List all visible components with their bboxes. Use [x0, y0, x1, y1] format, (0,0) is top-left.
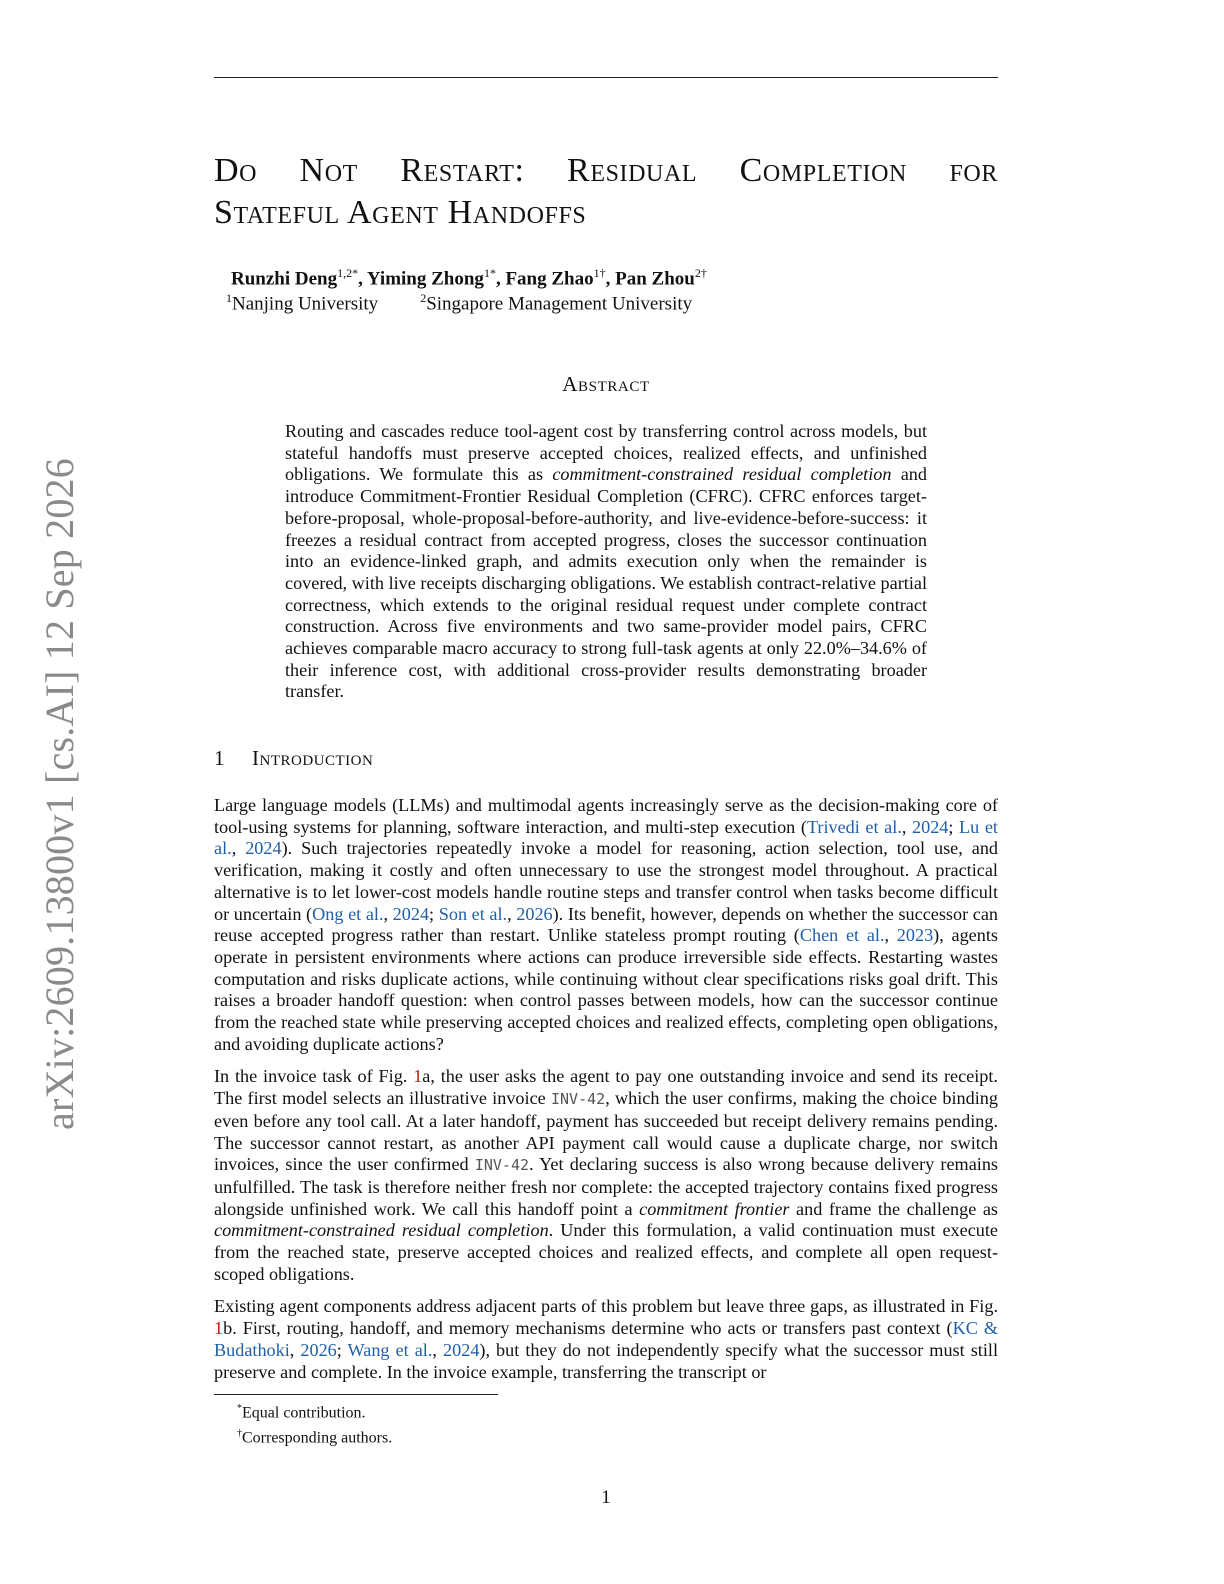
citation-link[interactable]: Son et al.: [438, 903, 508, 924]
introduction-body: [214, 795, 998, 1394]
author-name: Pan Zhou: [615, 268, 695, 290]
author-name: Runzhi Deng: [231, 268, 338, 290]
affiliation-name: Nanjing University: [232, 293, 379, 315]
footnote-rule: [214, 1394, 498, 1395]
invoice-code: INV-42: [551, 1090, 606, 1109]
citation-link[interactable]: 2024: [245, 838, 282, 859]
abstract-heading: Abstract: [562, 372, 650, 396]
affiliation-mark: 2: [420, 291, 427, 305]
citation-link[interactable]: Trivedi et al.: [806, 816, 902, 837]
emphasis-term: commitment frontier: [639, 1198, 790, 1219]
footnote-text: Corresponding authors.: [242, 1429, 393, 1447]
citation-link[interactable]: 2024: [392, 903, 430, 924]
citation-link[interactable]: 2023: [896, 925, 934, 946]
title-word: Restart:: [400, 152, 525, 189]
invoice-code: INV-42: [474, 1156, 530, 1175]
citation-link[interactable]: Ong et al.: [312, 903, 384, 924]
arxiv-watermark: arXiv:2609.13800v1 [cs.AI] 12 Sep 2026: [37, 458, 82, 1130]
citation-link[interactable]: KC & Budathoki: [214, 1318, 998, 1360]
citation-link[interactable]: Wang et al.: [347, 1339, 433, 1360]
footnote: [237, 1398, 392, 1423]
affiliation-name: Singapore Management University: [426, 293, 693, 315]
paragraph: Large language models (LLMs) and multimodal agents increasingly serve as the decision-making core of tool-using systems for planning, software interaction, and multi-step execution (Trivedi et al., 2024; Lu et al., 2024). Such trajectories repeatedly invoke a model for reasoning, action selection, tool use, and verification, making it costly and often unnecessary to use the strongest model throughout. A practical alternative is to let lower-cost models handle routine steps and transfer control when tasks become difficult or uncertain (Ong et al., 2024; Son et al., 2026). Its benefit, however, depends on whether the successor can reuse accepted progress rather than restart. Unlike stateless prompt routing (Chen et al., 2023), agents operate in persistent environments where actions can produce irreversible side effects. Restarting wastes computation and risks duplicate actions, while continuing without clear specifications risks goal drift. This raises a broader handoff question: when control passes between models, how can the successor continue from the reached state while preserving accepted choices and realized effects, completing open obligations, and avoiding duplicate actions?: [214, 795, 999, 1054]
footnotes: [237, 1398, 392, 1449]
author-list: Runzhi Deng$^{1,2*}$, Yiming Zhong$^{1*}$, Fang Zhao$^{1\dagger}$, Pan Zhou$^{2\dagger}$: [231, 266, 707, 290]
author-affiliation-mark: 2†: [694, 266, 707, 280]
citation-link[interactable]: 2024: [912, 816, 949, 837]
figure-reference-link[interactable]: 1: [413, 1066, 423, 1087]
citation-link[interactable]: Chen et al.: [799, 925, 885, 946]
title-word: for: [949, 152, 998, 189]
citation-link[interactable]: 2026: [516, 903, 553, 924]
author-name: Fang Zhao: [505, 268, 594, 290]
title-word: Not: [299, 152, 358, 189]
section-title: Introduction: [252, 746, 374, 770]
citation-link[interactable]: 2026: [300, 1339, 337, 1360]
section-number: 1: [214, 746, 225, 770]
abstract-body: Routing and cascades reduce tool-agent cost by transferring control across models, but stateful handoffs must preserve accepted choices, realized effects, and unfinished obligations. We formulate this as commitment-constrained residual completion and introduce Commitment-Frontier Residual Completion (CFRC). CFRC enforces target-before-proposal, whole-proposal-before-authority, and live-evidence-before-success: it freezes a residual contract from accepted progress, closes the successor continuation into an evidence-linked graph, and admits execution only when the remainder is covered, with live receipts discharging obligations. We establish contract-relative partial correctness, which extends to the original residual request under complete contract construction. Across five environments and two same-provider model pairs, CFRC achieves comparable macro accuracy to strong full-task agents at only 22.0%–34.6% of their inference cost, with additional cross-provider results demonstrating broader transfer.: [285, 421, 927, 702]
paragraph: In the invoice task of Fig. 1a, the user asks the agent to pay one outstanding invoice and send its receipt. The first model selects an illustrative invoice INV-42, which the user confirms, making the choice binding even before any tool call. At a later handoff, payment has succeeded but receipt delivery remains pending. The successor cannot restart, as another API payment call would cause a duplicate charge, nor switch invoices, since the user confirmed INV-42. Yet declaring success is also wrong because delivery remains unfulfilled. The task is therefore neither fresh nor complete: the accepted trajectory contains fixed progress alongside unfinished work. We call this handoff point a commitment frontier and frame the challenge as commitment-constrained residual completion. Under this formulation, a valid continuation must execute from the reached state, preserve accepted choices and realized effects, and complete all open request-scoped obligations.: [214, 1066, 998, 1284]
title-word: Completion: [739, 152, 907, 189]
footnote-text: Equal contribution.: [242, 1404, 366, 1422]
title-word: Residual: [567, 152, 698, 189]
affiliation-list: [226, 291, 692, 315]
title-line-1: [214, 150, 998, 192]
citation-link[interactable]: 2024: [443, 1339, 480, 1360]
abstract-emphasis: commitment-constrained residual completion: [552, 464, 892, 485]
header-rule: [214, 77, 998, 78]
title-line-2: Stateful Agent Handoffs: [214, 194, 587, 231]
title-word: Do: [214, 152, 258, 189]
page-number: 1: [601, 1487, 611, 1508]
paragraph: Existing agent components address adjacent parts of this problem but leave three gaps, as illustrated in Fig. 1b. First, routing, handoff, and memory mechanisms determine who acts or transfers past context (KC & Budathoki, 2026; Wang et al., 2024), but they do not independently specify what the successor must still preserve and complete. In the invoice example, transferring the transcript or: [214, 1296, 999, 1382]
author-affiliation-mark: 1†: [593, 266, 606, 280]
affiliation-mark: 1: [226, 291, 232, 305]
citation-link[interactable]: Lu et al.: [214, 816, 998, 859]
figure-reference-link[interactable]: 1: [214, 1318, 224, 1339]
footnote: [237, 1423, 392, 1448]
paper-title: [214, 150, 998, 234]
section-heading: [214, 746, 373, 771]
footnote-mark: *: [237, 1403, 242, 1414]
emphasis-term: commitment-constrained residual completion: [214, 1220, 549, 1241]
author-affiliation-mark: 1*: [483, 266, 496, 280]
author-affiliation-mark: 1,2*: [337, 266, 359, 280]
author-name: Yiming Zhong: [366, 268, 484, 290]
footnote-mark: †: [237, 1428, 242, 1440]
